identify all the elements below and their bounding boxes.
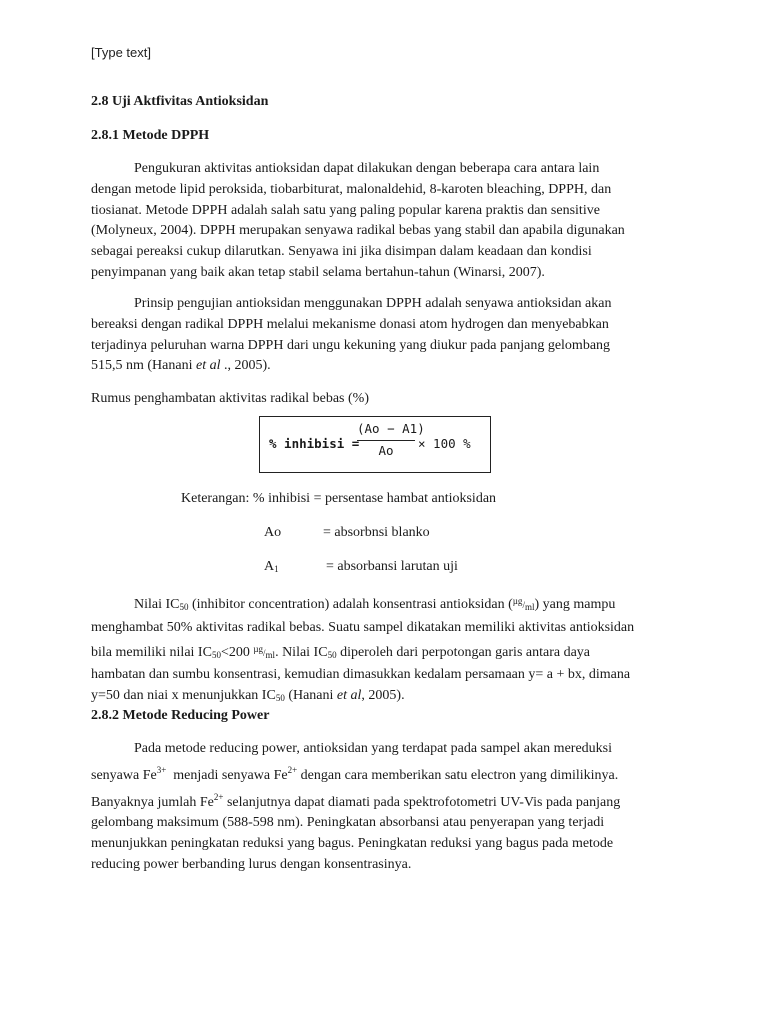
text-run: Banyaknya jumlah Fe: [91, 794, 214, 810]
ao-definition: = absorbnsi blanko: [323, 525, 430, 540]
subscript: 50: [179, 602, 189, 612]
text-line: tiosianat. Metode DPPH adalah salah satu yang paling popular karena praktis dan sensitive: [91, 202, 600, 218]
text-line: menghambat 50% aktivitas radikal bebas. Suatu sampel dikatakan memiliki aktivitas antioksidan: [91, 619, 635, 635]
paragraph-reducing-power: [91, 739, 691, 876]
text-line: Prinsip pengujian antioksidan menggunakan DPPH adalah senyawa antioksidan akan: [134, 296, 612, 311]
text-run: senyawa Fe: [91, 767, 157, 783]
text-line: (Molyneux, 2004). DPPH merupakan senyawa radikal bebas yang stabil dan apabila digunakan: [91, 223, 625, 239]
unit-numerator: µg: [253, 643, 264, 654]
paragraph-dpph-principle: [91, 294, 691, 377]
text-line: Pada metode reducing power, antioksidan yang terdapat pada sampel akan mereduksi: [134, 741, 612, 756]
subscript: 1: [274, 564, 279, 574]
text-line: menunjukkan peningkatan reduksi yang bagus. Peningkatan reduksi yang bagus pada metode: [91, 836, 614, 852]
page-header: [Type text]: [91, 45, 151, 60]
subscript: 50: [275, 693, 285, 704]
subsection-title-dpph: 2.8.1 Metode DPPH: [91, 128, 210, 143]
text-run: , 2005).: [361, 688, 405, 704]
text-line: Rumus penghambatan aktivitas radikal bebas (%): [91, 391, 369, 406]
inhibition-formula: [259, 416, 491, 473]
formula-rhs: × 100 %: [418, 436, 471, 451]
text-line: sebagai pereaksi cukup dilarutkan. Senyawa ini jika disimpan dalam keadaan dan kondisi: [91, 244, 592, 260]
text-line: penyimpanan yang baik akan tetap stabil selama bertahun-tahun (Winarsi, 2007).: [91, 264, 545, 280]
section-title: 2.8 Uji Aktfivitas Antioksidan: [91, 94, 269, 109]
text-line: [91, 356, 691, 377]
text-run: A: [264, 559, 275, 574]
text-run: bila memiliki nilai IC: [91, 644, 212, 660]
text-line: dengan metode lipid peroksida, tiobarbiturat, malonaldehid, 8-karoten bleaching, DPPH, dan: [91, 181, 612, 197]
text-line: Pengukuran aktivitas antioksidan dapat dilakukan dengan beberapa cara antara lain: [134, 161, 600, 176]
ao-symbol: Ao: [264, 525, 282, 540]
text-line: reducing power berbanding lurus dengan konsentrasinya.: [91, 856, 412, 872]
unit-ug-per-ml: [512, 596, 535, 612]
text-run: dengan cara memberikan satu electron yang dimilikinya.: [297, 767, 619, 783]
subscript: 50: [211, 649, 221, 660]
formula-lhs: % inhibisi =: [269, 436, 360, 451]
text-run: 515,5 nm (Hanani: [91, 358, 196, 374]
text-run: y=50 dan niai x menunjukkan IC: [91, 688, 276, 704]
unit-slash: /: [263, 647, 266, 658]
keterangan-label: Keterangan: % inhibisi = persentase hambat antioksidan: [181, 491, 497, 506]
text-line: [91, 639, 691, 666]
text-run: ., 2005).: [220, 358, 271, 374]
text-line: bereaksi dengan radikal DPPH melalui mekanisme donasi atom hydrogen dan menyebabkan: [91, 316, 609, 332]
subscript: 50: [327, 649, 337, 660]
text-line: [91, 591, 691, 618]
paragraph-dpph-intro: [91, 159, 691, 284]
citation-etal: et al: [336, 688, 362, 704]
superscript: 2+: [287, 764, 298, 775]
formula-denominator: Ao: [378, 443, 394, 458]
unit-denominator: ml: [524, 602, 535, 612]
text-line: [91, 760, 691, 787]
citation-etal: et al: [195, 358, 221, 374]
formula-fraction: [357, 419, 425, 459]
text-run: . Nilai IC: [275, 644, 328, 660]
text-run: diperoleh dari perpotongan garis antara daya: [336, 644, 591, 660]
text-run: selanjutnya dapat diamati pada spektrofotometri UV-Vis pada panjang: [223, 794, 621, 810]
formula-numerator: (Ao − A1): [357, 421, 425, 436]
unit-slash: /: [522, 600, 525, 610]
a1-definition: = absorbansi larutan uji: [326, 559, 458, 574]
paragraph-ic50: [91, 591, 691, 709]
superscript: 2+: [213, 791, 224, 802]
text-run: (inhibitor concentration) adalah konsentrasi antioksidan (: [188, 597, 513, 612]
text-run: (Hanani: [284, 688, 337, 704]
text-line: [91, 787, 691, 814]
formula-label: [91, 389, 691, 410]
text-run: <200: [220, 644, 254, 660]
text-line: terjadinya peluruhan warna DPPH dari ungu kekuning yang diukur pada panjang gelombang: [91, 337, 611, 353]
text-run: menjadi senyawa Fe: [166, 767, 288, 783]
text-run: Nilai IC: [134, 597, 180, 612]
text-run: ) yang mampu: [534, 597, 616, 612]
unit-denominator: ml: [265, 649, 276, 660]
superscript: 3+: [156, 764, 167, 775]
unit-ug-per-ml: [253, 643, 276, 660]
a1-symbol: [264, 559, 279, 575]
text-line: hambatan dan sumbu konsentrasi, kemudian dimasukkan kedalam persamaan y= a + bx, dimana: [91, 667, 631, 683]
fraction-bar: [357, 440, 415, 441]
text-line: [91, 686, 691, 709]
subsection-title-reducing-power: 2.8.2 Metode Reducing Power: [91, 708, 270, 723]
text-line: gelombang maksimum (588-598 nm). Peningkatan absorbansi atau penyerapan yang terjadi: [91, 815, 605, 831]
unit-numerator: µg: [512, 596, 523, 606]
